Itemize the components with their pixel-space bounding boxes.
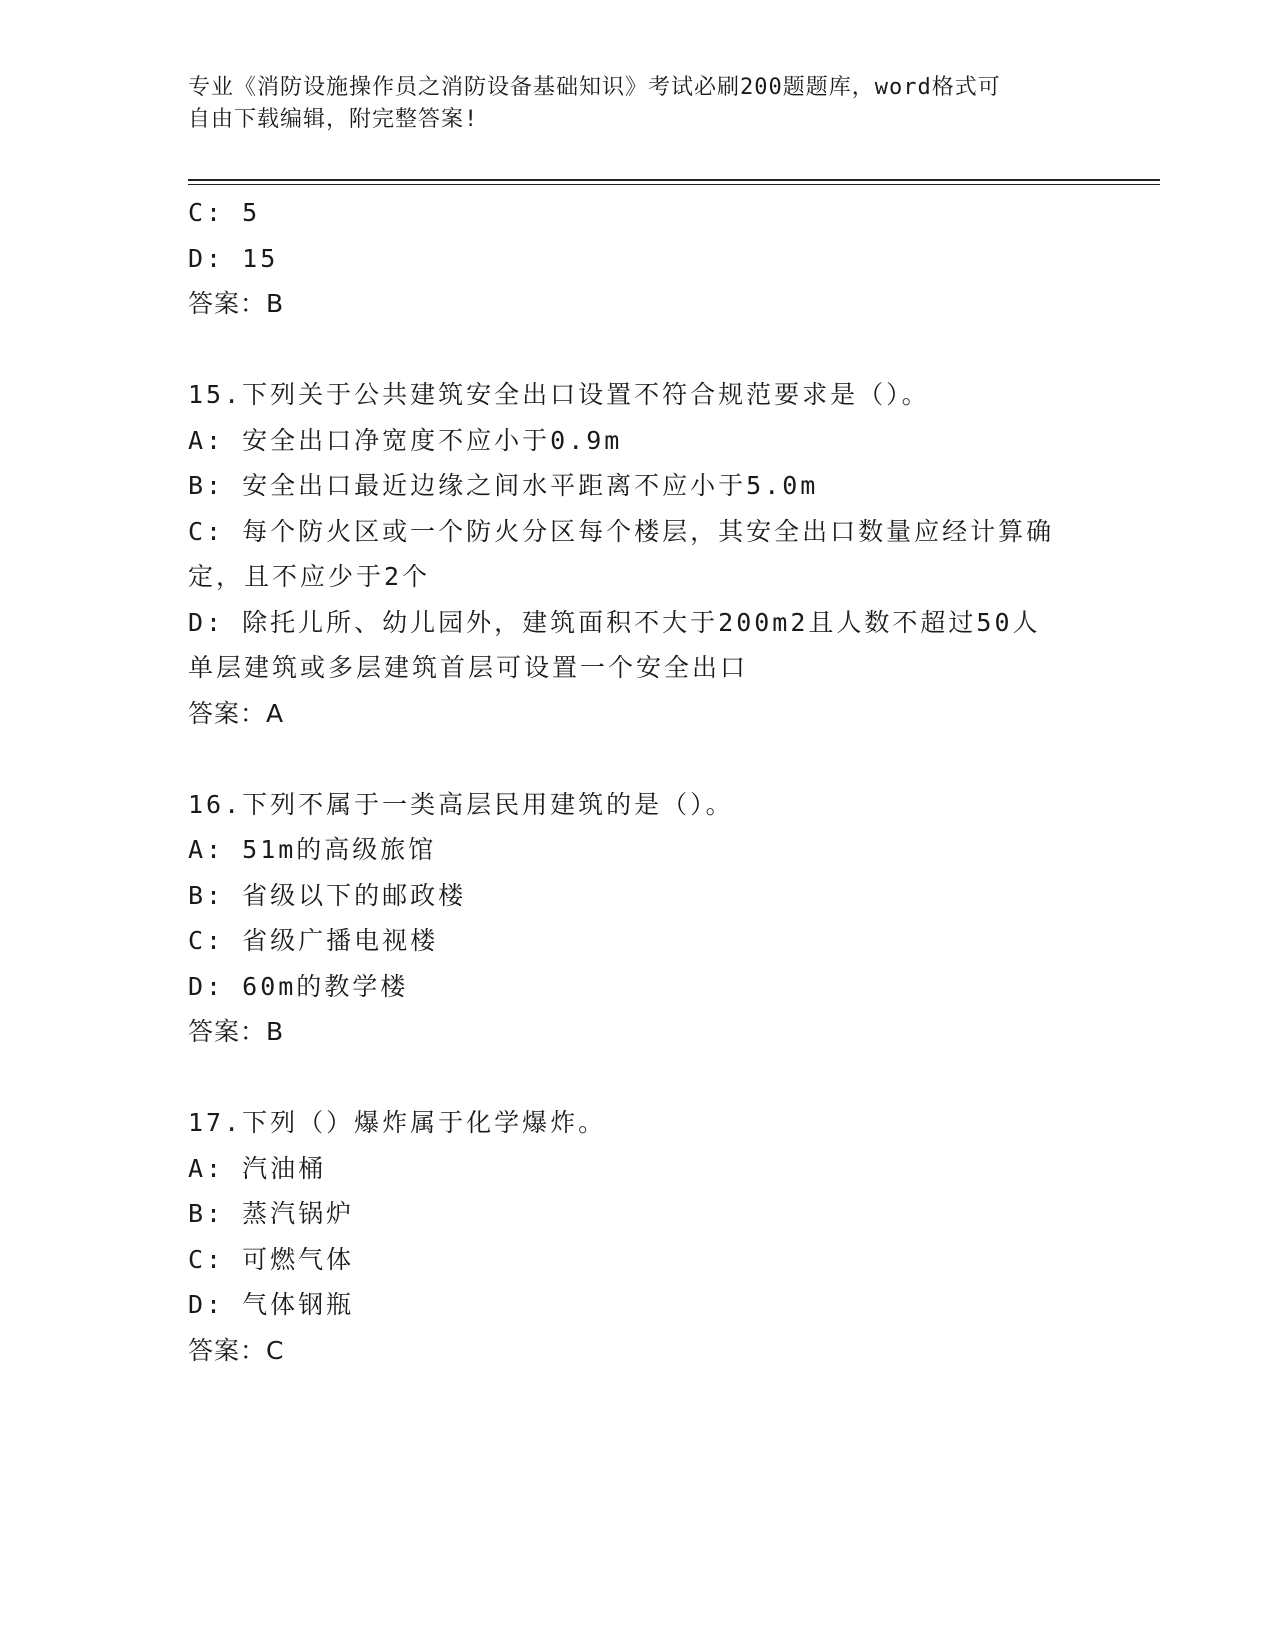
header-line-1: 专业《消防设施操作员之消防设备基础知识》考试必刷200题题库，word格式可 bbox=[188, 75, 1001, 100]
question-text: 15.下列关于公共建筑安全出口设置不符合规范要求是（）。 bbox=[188, 380, 930, 409]
question-15 bbox=[188, 372, 1088, 736]
option-a: A: 安全出口净宽度不应小于0.9m bbox=[188, 425, 623, 455]
header-line-2: 自由下载编辑，附完整答案! bbox=[188, 107, 479, 132]
header-divider-thick bbox=[188, 179, 1160, 181]
option-c: C: 可燃气体 bbox=[188, 1244, 355, 1274]
answer-line: 答案：B bbox=[188, 1017, 285, 1046]
question-16 bbox=[188, 782, 1088, 1055]
spacer bbox=[188, 327, 1088, 373]
option-b: B: 省级以下的邮政楼 bbox=[188, 880, 467, 910]
document-header bbox=[188, 72, 1068, 136]
option-d: D: 除托儿所、幼儿园外，建筑面积不大于200m2且人数不超过50人 bbox=[188, 607, 1041, 637]
answer-line: 答案：A bbox=[188, 698, 285, 728]
spacer bbox=[188, 736, 1088, 782]
question-17 bbox=[188, 1100, 1088, 1373]
option-d: D: 60m的教学楼 bbox=[188, 971, 409, 1001]
option-a: A: 51m的高级旅馆 bbox=[188, 835, 437, 864]
answer-line: 答案：B bbox=[188, 289, 285, 318]
spacer bbox=[188, 1055, 1088, 1101]
header-divider-thin bbox=[188, 184, 1160, 185]
document-body bbox=[188, 190, 1088, 1373]
option-d-continued: 单层建筑或多层建筑首层可设置一个安全出口 bbox=[188, 653, 749, 682]
option-c: C: 省级广播电视楼 bbox=[188, 926, 439, 955]
option-d: D: 气体钢瓶 bbox=[188, 1290, 355, 1319]
answer-line: 答案：C bbox=[188, 1335, 285, 1365]
option-b: B: 安全出口最近边缘之间水平距离不应小于5.0m bbox=[188, 471, 819, 500]
option-b: B: 蒸汽锅炉 bbox=[188, 1199, 355, 1228]
question-text: 16.下列不属于一类高层民用建筑的是（）。 bbox=[188, 789, 734, 819]
option-d: D: 15 bbox=[188, 243, 279, 273]
option-c: C: 每个防火区或一个防火分区每个楼层，其安全出口数量应经计算确 bbox=[188, 516, 1055, 546]
option-c-continued: 定，且不应少于2个 bbox=[188, 562, 431, 591]
question-text: 17.下列（）爆炸属于化学爆炸。 bbox=[188, 1108, 607, 1137]
option-a: A: 汽油桶 bbox=[188, 1153, 327, 1183]
question-14-tail bbox=[188, 190, 1088, 327]
option-c: C: 5 bbox=[188, 198, 261, 227]
